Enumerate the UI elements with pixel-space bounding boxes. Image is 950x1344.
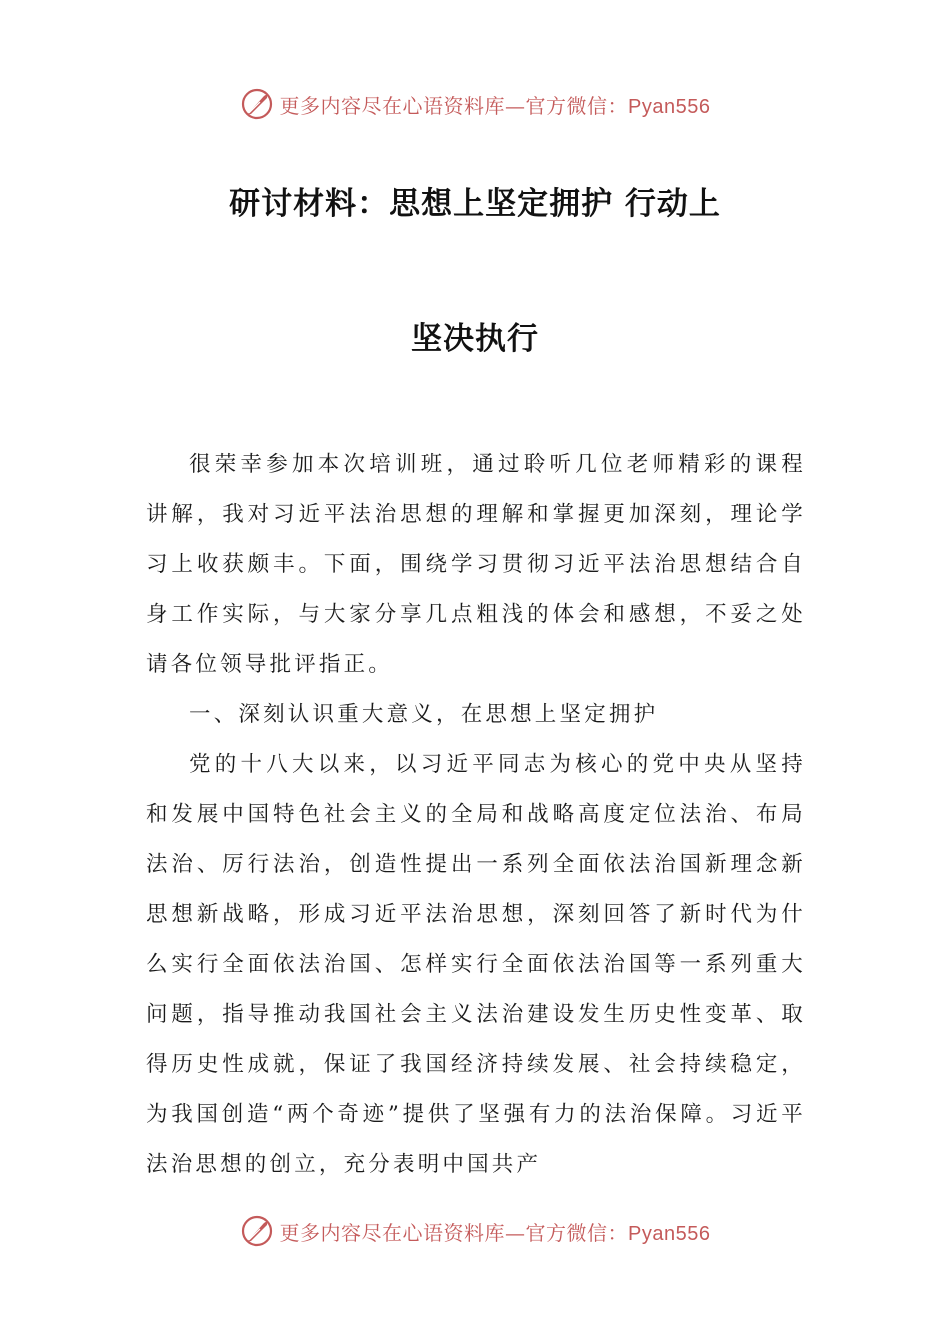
paragraph-section-1: 党的十八大以来，以习近平同志为核心的党中央从坚持和发展中国特色社会主义的全局和战略高度定位法治、布局法治、厉行法治，创造性提出一系列全面依法治国新理念新思想新战略，形成习近平法治思想，深刻回答了新时代为什么实行全面依法治国、怎样实行全面依法治国等一系列重大问题，指导推动我国社会主义法治建设发生历史性变革、取得历史性成就，保证了我国经济持续发展、社会持续稳定，为我国创造“两个奇迹”提供了坚强有力的法治保障。习近平法治思想的创立，充分表明中国共产	[146, 752, 806, 1177]
section-heading-1: 一、深刻认识重大意义，在思想上坚定拥护	[189, 702, 659, 727]
watermark-text: 更多内容尽在心语资料库—官方微信：Pyan556	[279, 93, 711, 118]
footer-watermark	[0, 1211, 950, 1251]
watermark-wechat-id: Pyan556	[628, 1222, 711, 1245]
paragraph-intro: 很荣幸参加本次培训班，通过聆听几位老师精彩的课程讲解，我对习近平法治思想的理解和掌握更加深刻，理论学习上收获颇丰。下面，围绕学习贯彻习近平法治思想结合自身工作实际，与大家分享几点粗浅的体会和感想，不妥之处请各位领导批评指正。	[146, 452, 806, 677]
document-title-line-2: 坚决执行	[411, 321, 539, 357]
document-title-line-1: 研讨材料：思想上坚定拥护 行动上	[229, 186, 721, 222]
watermark-text: 更多内容尽在心语资料库—官方微信：Pyan556	[279, 1220, 711, 1245]
header-watermark	[0, 84, 950, 124]
quill-pen-logo-icon	[240, 87, 274, 121]
watermark-wechat-id: Pyan556	[628, 95, 711, 118]
quill-pen-logo-icon	[240, 1214, 274, 1248]
document-body	[146, 440, 806, 1190]
